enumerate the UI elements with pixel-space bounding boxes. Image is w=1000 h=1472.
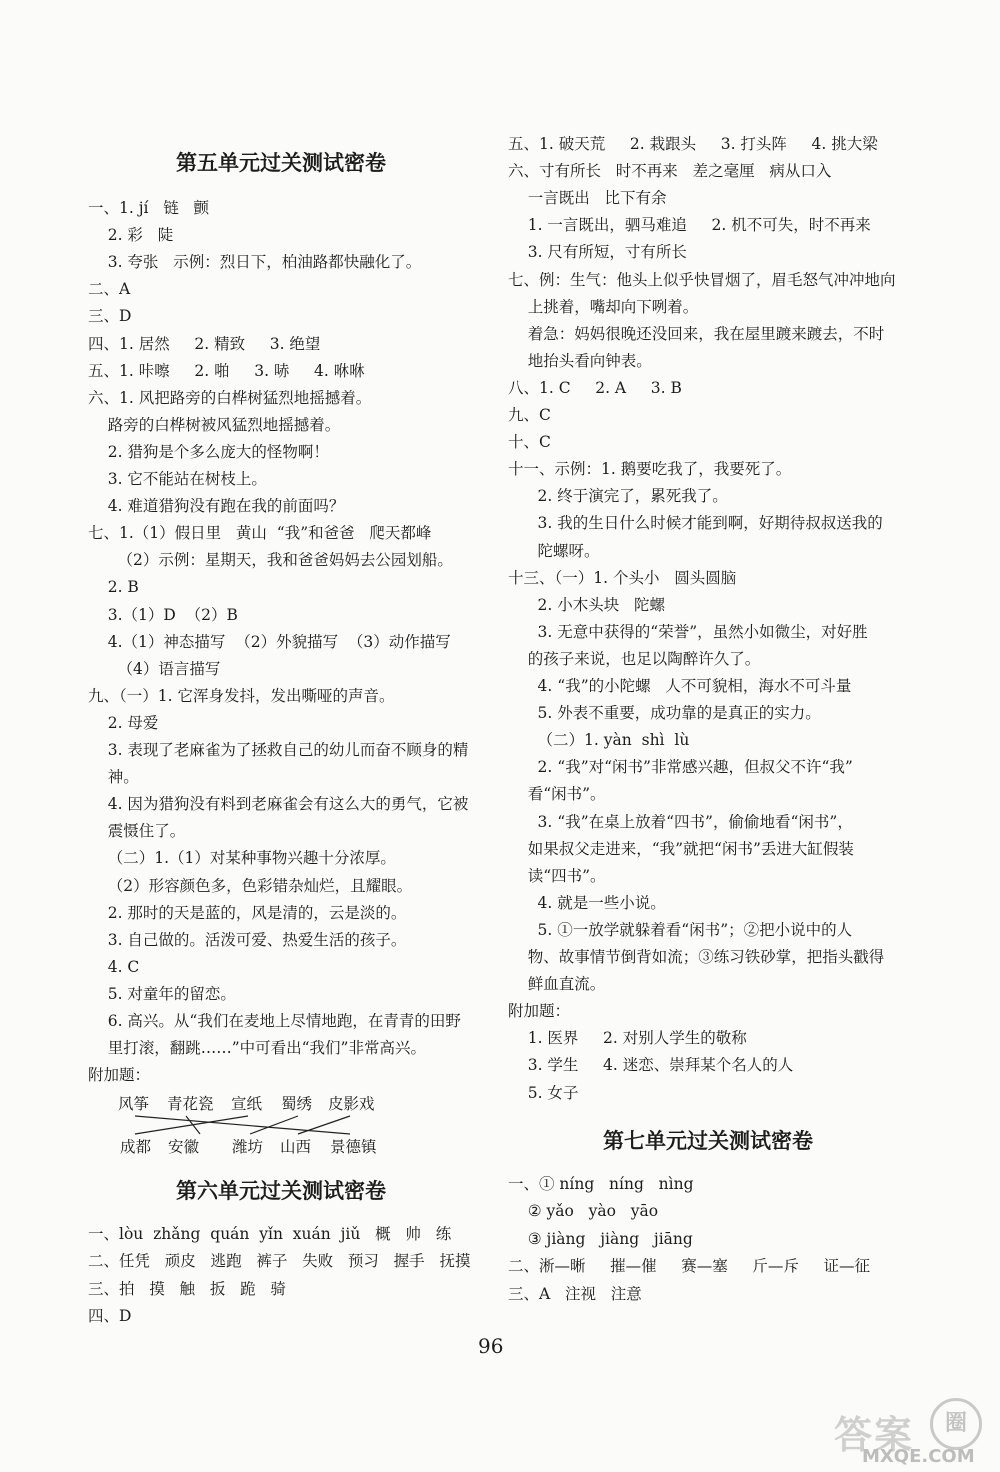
match-top-word: 皮影戏	[328, 1095, 375, 1113]
match-connector	[186, 1116, 200, 1134]
answer-line: ③ jiàng jiàng jiāng	[508, 1229, 693, 1248]
match-connector	[135, 1116, 248, 1134]
answer-line: 路旁的白桦树被风猛烈地摇撼着。	[88, 415, 341, 434]
answer-line: 九、（一）1. 它浑身发抖，发出嘶哑的声音。	[88, 686, 395, 705]
answer-line: 八、1. C 2. A 3. B	[508, 378, 682, 397]
answer-line: 鲜血直流。	[508, 975, 606, 994]
answer-line: 四、1. 居然 2. 精致 3. 绝望	[88, 334, 321, 353]
match-connector	[250, 1116, 298, 1134]
answer-line: 3. 表现了老麻雀为了拯救自己的幼儿而奋不顾身的精	[88, 741, 469, 759]
answer-line: 九、C	[508, 406, 551, 424]
answer-line: ② yǎo yào yāo	[508, 1202, 659, 1221]
answer-line: 2. 猎狗是个多么庞大的怪物啊！	[88, 442, 329, 461]
answer-line: 看“闲书”。	[508, 785, 606, 804]
answer-line: （二）1.（1）对某种事物兴趣十分浓厚。	[88, 849, 396, 868]
answer-line: 2. 小木头块 陀螺	[508, 595, 666, 614]
answer-line: 2. 那时的天是蓝的，风是清的，云是淡的。	[88, 903, 407, 922]
answer-line: 七、1.（1）假日里 黄山 “我”和爸爸 爬天都峰	[88, 524, 432, 543]
answer-line: 3. 夸张 示例：烈日下，柏油路都快融化了。	[88, 253, 422, 272]
answer-line: 附加题：	[508, 1002, 571, 1021]
match-bottom-word: 成都	[120, 1138, 152, 1156]
answer-line: 5. 外表不重要，成功靠的是真正的实力。	[508, 704, 821, 723]
answer-line: 如果叔父走进来，“我”就把“闲书”丢进大缸假装	[508, 839, 854, 858]
answer-line: 1. 一言既出，驷马难追 2. 机不可失，时不再来	[508, 216, 871, 235]
answer-line: 3. “我”在桌上放着“四书”，偷偷地看“闲书”，	[508, 812, 853, 831]
answer-line: 六、寸有所长 时不再来 差之毫厘 病从口入	[508, 162, 832, 181]
answer-line: 2. 彩 陡	[88, 226, 174, 245]
answer-line: （2）形容颜色多，色彩错杂灿烂，且耀眼。	[88, 876, 413, 895]
answer-line: 四、D	[88, 1307, 132, 1326]
answer-line: 一、1. jí 链 颤	[88, 199, 210, 217]
answer-line: 3. 它不能站在树枝上。	[88, 470, 267, 488]
answer-line: 5. 对童年的留恋。	[88, 984, 236, 1003]
answer-line: （4）语言描写	[88, 659, 221, 678]
answer-line: 4. 难道猎狗没有跑在我的前面吗？	[88, 497, 345, 516]
watermark-logo: 答案	[834, 1413, 915, 1457]
answer-line: 1. 医界 2. 对别人学生的敬称	[508, 1029, 747, 1048]
unit5-title: 第五单元过关测试密卷	[176, 151, 386, 175]
answer-line: 5. 女子	[508, 1083, 579, 1102]
answer-line: 4.（1）神态描写 （2）外貌描写 （3）动作描写	[88, 632, 451, 651]
answer-line: 五、1. 咔嚓 2. 啪 3. 哧 4. 咻咻	[88, 361, 365, 380]
answer-line: 陀螺呀。	[508, 541, 600, 560]
match-top-word: 风筝	[118, 1095, 150, 1113]
answer-line: 七、例：生气：他头上似乎快冒烟了，眉毛怒气冲冲地向	[508, 270, 896, 289]
answer-line: 3. 学生 4. 迷恋、崇拜某个名人的人	[508, 1056, 794, 1075]
answer-line: 十、C	[508, 433, 551, 452]
answer-line: 4. 就是一些小说。	[508, 893, 666, 912]
answer-line: 5. ①一放学就躲着看“闲书”；②把小说中的人	[508, 920, 853, 939]
match-connector	[298, 1116, 350, 1134]
answer-line: 2. 母爱	[88, 713, 159, 732]
unit7-title: 第七单元过关测试密卷	[603, 1129, 813, 1153]
answer-line: 一、lòu zhǎng quán yǐn xuán jiǔ 概 帅 练	[88, 1225, 452, 1243]
answer-line: 神。	[88, 768, 139, 787]
answer-line: 二、淅—晰 摧—催 赛—塞 斤—斥 证—征	[508, 1257, 871, 1276]
answer-line: 三、D	[88, 307, 132, 326]
answer-line: 二、任凭 顽皮 逃跑 裤子 失败 预习 握手 抚摸	[88, 1252, 471, 1271]
answer-line: 六、1. 风把路旁的白桦树猛烈地摇撼着。	[88, 388, 372, 407]
answer-line: 4. “我”的小陀螺 人不可貌相，海水不可斗量	[508, 677, 852, 695]
answer-line: 6. 高兴。从“我们在麦地上尽情地跑，在青青的田野	[88, 1012, 461, 1030]
answer-line: 一言既出 比下有余	[508, 189, 667, 208]
answer-line: 地抬头看向钟表。	[508, 351, 652, 370]
match-top-word: 宣纸	[231, 1095, 263, 1113]
match-bottom-word: 景德镇	[330, 1138, 377, 1156]
answer-line: 2. B	[88, 578, 139, 597]
answer-line: 五、1. 破天荒 2. 栽跟头 3. 打头阵 4. 挑大梁	[508, 135, 878, 153]
answer-line: 3.（1）D （2）B	[88, 605, 238, 624]
answer-line: （2）示例：星期天，我和爸爸妈妈去公园划船。	[88, 551, 453, 570]
answer-line: 3. 自己做的。活泼可爱、热爱生活的孩子。	[88, 930, 407, 949]
match-bottom-word: 安徽	[168, 1138, 200, 1156]
answer-line: 4. 因为猎狗没有料到老麻雀会有这么大的勇气，它被	[88, 795, 469, 814]
answer-line: 三、A 注视 注意	[508, 1284, 642, 1303]
answer-line: 3. 尺有所短，寸有所长	[508, 243, 687, 262]
match-bottom-word: 山西	[280, 1138, 312, 1156]
answer-line: 3. 我的生日什么时候才能到啊，好期待叔叔送我的	[508, 514, 883, 533]
answer-line: 读“四书”。	[508, 866, 606, 885]
answer-line: 里打滚，翻跳……”中可看出“我们”非常高兴。	[88, 1039, 426, 1058]
page-number: 96	[478, 1334, 504, 1358]
answer-line: （二）1. yàn shì lù	[508, 731, 690, 750]
answer-line: 3. 无意中获得的“荣誉”，虽然小如微尘，对好胜	[508, 622, 868, 641]
answer-line: 二、A	[88, 280, 131, 299]
answer-line: 一、① níng níng nìng	[508, 1175, 694, 1193]
watermark-url: MXQE.COM	[862, 1446, 975, 1467]
match-top-word: 青花瓷	[167, 1095, 214, 1113]
answer-line: 十一、示例：1. 鹅要吃我了，我要死了。	[508, 460, 792, 479]
answer-line: 十三、（一）1. 个头小 圆头圆脑	[508, 568, 737, 587]
answer-line: 着急：妈妈很晚还没回来，我在屋里踱来踱去，不时	[508, 324, 885, 343]
answer-line: 物、故事情节倒背如流；③练习铁砂掌，把指头戳得	[508, 948, 885, 966]
match-connector	[135, 1116, 350, 1134]
answer-line: 上挑着，嘴却向下咧着。	[508, 297, 699, 316]
answer-line: 三、拍 摸 触 扳 跪 骑	[88, 1279, 286, 1298]
answer-line: 的孩子来说，也足以陶醉许久了。	[508, 649, 761, 668]
answer-line: 4. C	[88, 957, 140, 976]
answer-line: 2. 终于演完了，累死我了。	[508, 487, 728, 506]
match-top-word: 蜀绣	[281, 1095, 313, 1113]
unit6-title: 第六单元过关测试密卷	[176, 1179, 386, 1203]
match-bottom-word: 潍坊	[232, 1138, 264, 1156]
watermark-seal: 圈	[930, 1398, 982, 1450]
answer-line: 2. “我”对“闲书”非常感兴趣，但叔父不许“我”	[508, 758, 853, 777]
answer-line: 震慑住了。	[88, 822, 186, 841]
answer-line: 附加题：	[88, 1066, 151, 1085]
